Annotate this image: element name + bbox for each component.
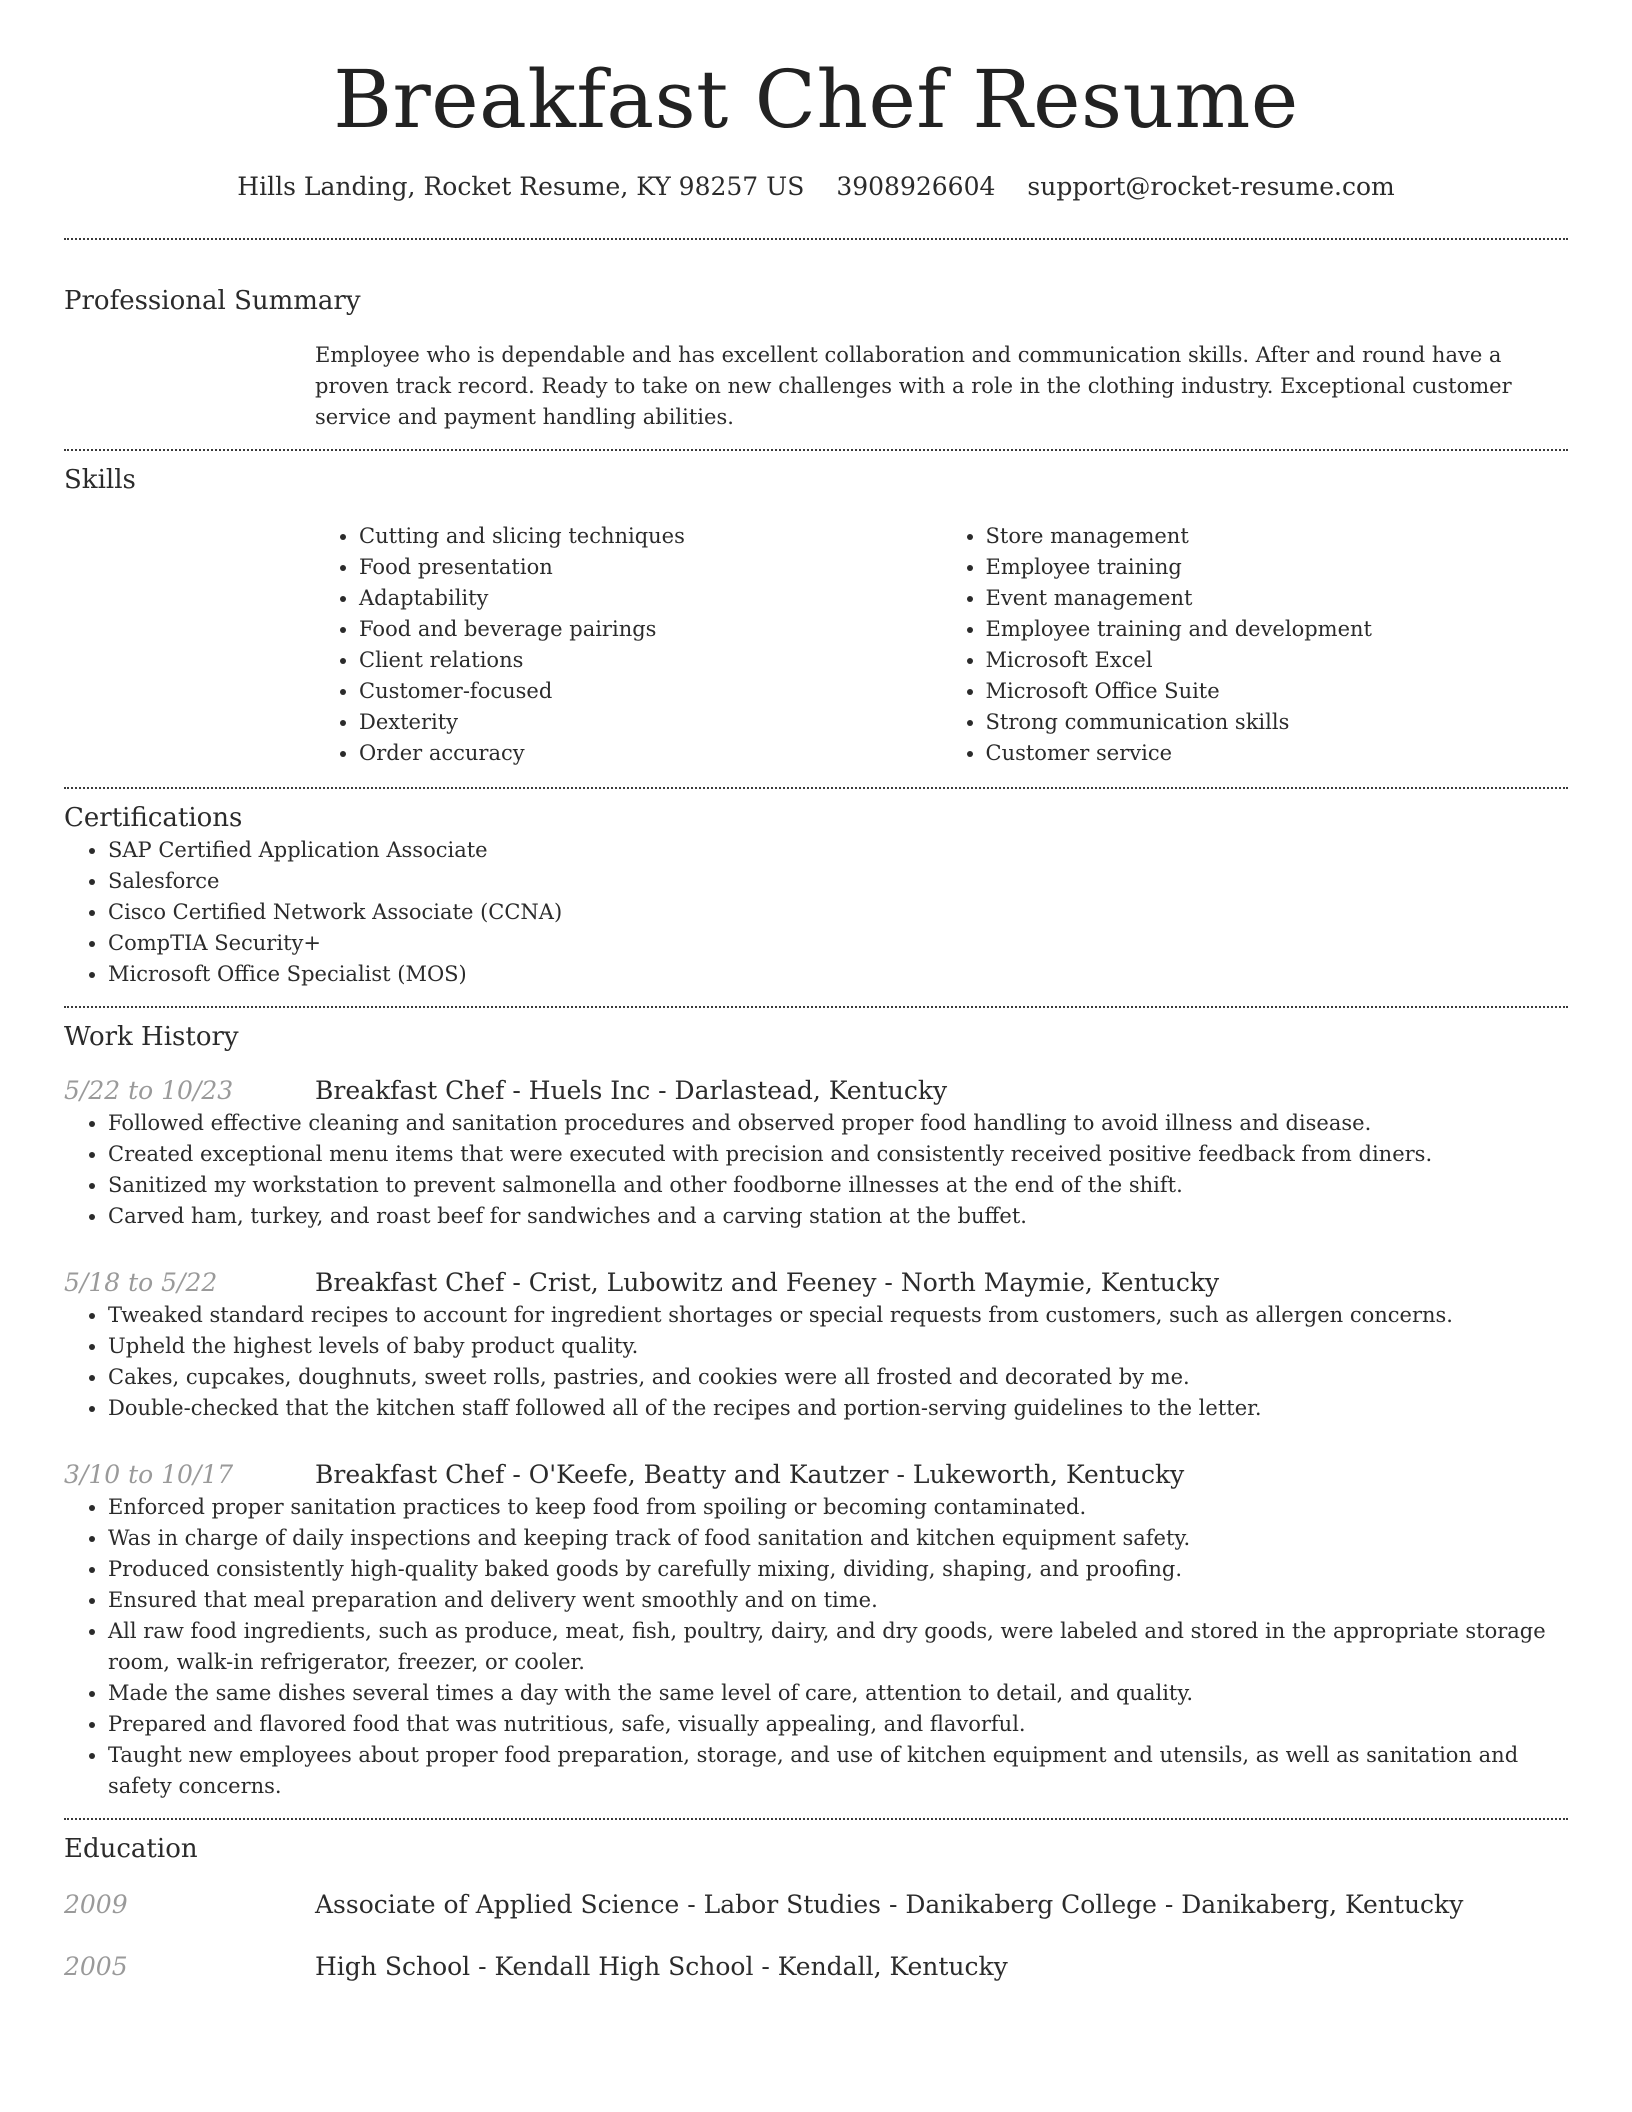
education-title: High School - Kendall High School - Kendall, Kentucky xyxy=(315,1952,1008,1981)
skill-item: • Food and beverage pairings xyxy=(359,614,942,645)
job-entry xyxy=(64,1458,1568,1818)
education-title: Associate of Applied Science - Labor Studies - Danikaberg College - Danikaberg, Kentucky xyxy=(315,1890,1464,1919)
job-bullet: • Created exceptional menu items that were executed with precision and consistently received positive feedback from diners. xyxy=(108,1139,1568,1170)
education-date: 2009 xyxy=(64,1890,128,1919)
job-bullet: • Taught new employees about proper food preparation, storage, and use of kitchen equipment and utensils, as well as sanitation and safety concerns. xyxy=(108,1740,1568,1802)
contact-email: support@rocket-resume.com xyxy=(1027,172,1395,201)
skill-item: • Employee training and development xyxy=(986,614,1569,645)
resume-title: Breakfast Chef Resume xyxy=(333,53,1299,146)
education-section xyxy=(64,1832,1568,1984)
work-history-section xyxy=(64,1020,1568,1818)
job-bullets xyxy=(64,1300,1568,1424)
job-bullet: • Made the same dishes several times a day with the same level of care, attention to detail, and quality. xyxy=(108,1678,1568,1709)
skill-item: • Adaptability xyxy=(359,583,942,614)
job-title: Breakfast Chef - O'Keefe, Beatty and Kautzer - Lukeworth, Kentucky xyxy=(315,1460,1185,1489)
skill-item: • Dexterity xyxy=(359,707,942,738)
certification-item: • Salesforce xyxy=(108,866,1568,897)
skill-item: • Strong communication skills xyxy=(986,707,1569,738)
work-history-heading: Work History xyxy=(64,1022,239,1052)
job-bullet: • Prepared and flavored food that was nutritious, safe, visually appealing, and flavorful. xyxy=(108,1709,1568,1740)
divider xyxy=(64,1818,1568,1820)
job-bullet: • All raw food ingredients, such as produce, meat, fish, poultry, dairy, and dry goods, were labeled and stored in the appropriate storage room, walk-in refrigerator, freezer, or cooler. xyxy=(108,1616,1568,1678)
certification-item: • Cisco Certified Network Associate (CCNA) xyxy=(108,897,1568,928)
education-entry xyxy=(64,1888,1568,1922)
job-bullet: • Carved ham, turkey, and roast beef for sandwiches and a carving station at the buffet. xyxy=(108,1201,1568,1232)
job-date: 5/22 to 10/23 xyxy=(64,1076,234,1105)
education-heading: Education xyxy=(64,1834,198,1864)
certification-item: • SAP Certified Application Associate xyxy=(108,835,1568,866)
certification-item: • CompTIA Security+ xyxy=(108,928,1568,959)
job-title: Breakfast Chef - Crist, Lubowitz and Feeney - North Maymie, Kentucky xyxy=(315,1268,1220,1297)
divider xyxy=(64,1006,1568,1008)
job-entry xyxy=(64,1074,1568,1232)
divider xyxy=(64,449,1568,451)
contact-address: Hills Landing, Rocket Resume, KY 98257 US xyxy=(237,172,805,201)
education-entry xyxy=(64,1950,1568,1984)
job-header xyxy=(64,1458,1568,1492)
skills-list-left xyxy=(315,521,942,769)
skills-list-right xyxy=(942,521,1569,769)
job-date: 5/18 to 5/22 xyxy=(64,1268,218,1297)
job-bullets xyxy=(64,1108,1568,1232)
skill-item: • Customer-focused xyxy=(359,676,942,707)
contact-line xyxy=(64,170,1568,204)
divider xyxy=(64,238,1568,240)
job-bullet: • Double-checked that the kitchen staff followed all of the recipes and portion-serving guidelines to the letter. xyxy=(108,1393,1568,1424)
job-date: 3/10 to 10/17 xyxy=(64,1460,234,1489)
job-bullet: • Sanitized my workstation to prevent salmonella and other foodborne illnesses at the end of the shift. xyxy=(108,1170,1568,1201)
job-header xyxy=(64,1074,1568,1108)
certifications-heading: Certifications xyxy=(64,803,243,833)
job-title: Breakfast Chef - Huels Inc - Darlastead, Kentucky xyxy=(315,1076,948,1105)
skill-item: • Employee training xyxy=(986,552,1569,583)
job-bullet: • Tweaked standard recipes to account for ingredient shortages or special requests from customers, such as allergen concerns. xyxy=(108,1300,1568,1331)
job-bullet: • Followed effective cleaning and sanitation procedures and observed proper food handling to avoid illness and disease. xyxy=(108,1108,1568,1139)
job-bullet: • Cakes, cupcakes, doughnuts, sweet rolls, pastries, and cookies were all frosted and decorated by me. xyxy=(108,1362,1568,1393)
job-bullets xyxy=(64,1492,1568,1802)
certifications-list xyxy=(64,835,1568,1006)
skills-columns xyxy=(315,521,1568,787)
skill-item: • Customer service xyxy=(986,738,1569,769)
job-bullet: • Was in charge of daily inspections and keeping track of food sanitation and kitchen equipment safety. xyxy=(108,1523,1568,1554)
skill-item: • Store management xyxy=(986,521,1569,552)
skill-item: • Client relations xyxy=(359,645,942,676)
job-bullet: • Enforced proper sanitation practices to keep food from spoiling or becoming contaminated. xyxy=(108,1492,1568,1523)
skill-item: • Event management xyxy=(986,583,1569,614)
summary-section xyxy=(64,284,1568,449)
skill-item: • Microsoft Excel xyxy=(986,645,1569,676)
job-bullet: • Ensured that meal preparation and delivery went smoothly and on time. xyxy=(108,1585,1568,1616)
divider xyxy=(64,787,1568,789)
skill-item: • Food presentation xyxy=(359,552,942,583)
skills-section xyxy=(64,463,1568,787)
job-entry xyxy=(64,1266,1568,1424)
job-header xyxy=(64,1266,1568,1300)
certification-item: • Microsoft Office Specialist (MOS) xyxy=(108,959,1568,990)
certifications-section xyxy=(64,801,1568,1006)
contact-phone: 3908926604 xyxy=(836,172,996,201)
skill-item: • Microsoft Office Suite xyxy=(986,676,1569,707)
summary-heading: Professional Summary xyxy=(64,286,361,316)
skills-heading: Skills xyxy=(64,465,136,495)
summary-text: Employee who is dependable and has excellent collaboration and communication skills. After and round have a proven track record. Ready to take on new challenges with a role in the clothing industry. Exceptional customer service and payment handling abilities. xyxy=(315,343,1512,429)
job-bullet: • Upheld the highest levels of baby product quality. xyxy=(108,1331,1568,1362)
education-date: 2005 xyxy=(64,1952,128,1981)
job-bullet: • Produced consistently high-quality baked goods by carefully mixing, dividing, shaping, and proofing. xyxy=(108,1554,1568,1585)
skill-item: • Order accuracy xyxy=(359,738,942,769)
skill-item: • Cutting and slicing techniques xyxy=(359,521,942,552)
